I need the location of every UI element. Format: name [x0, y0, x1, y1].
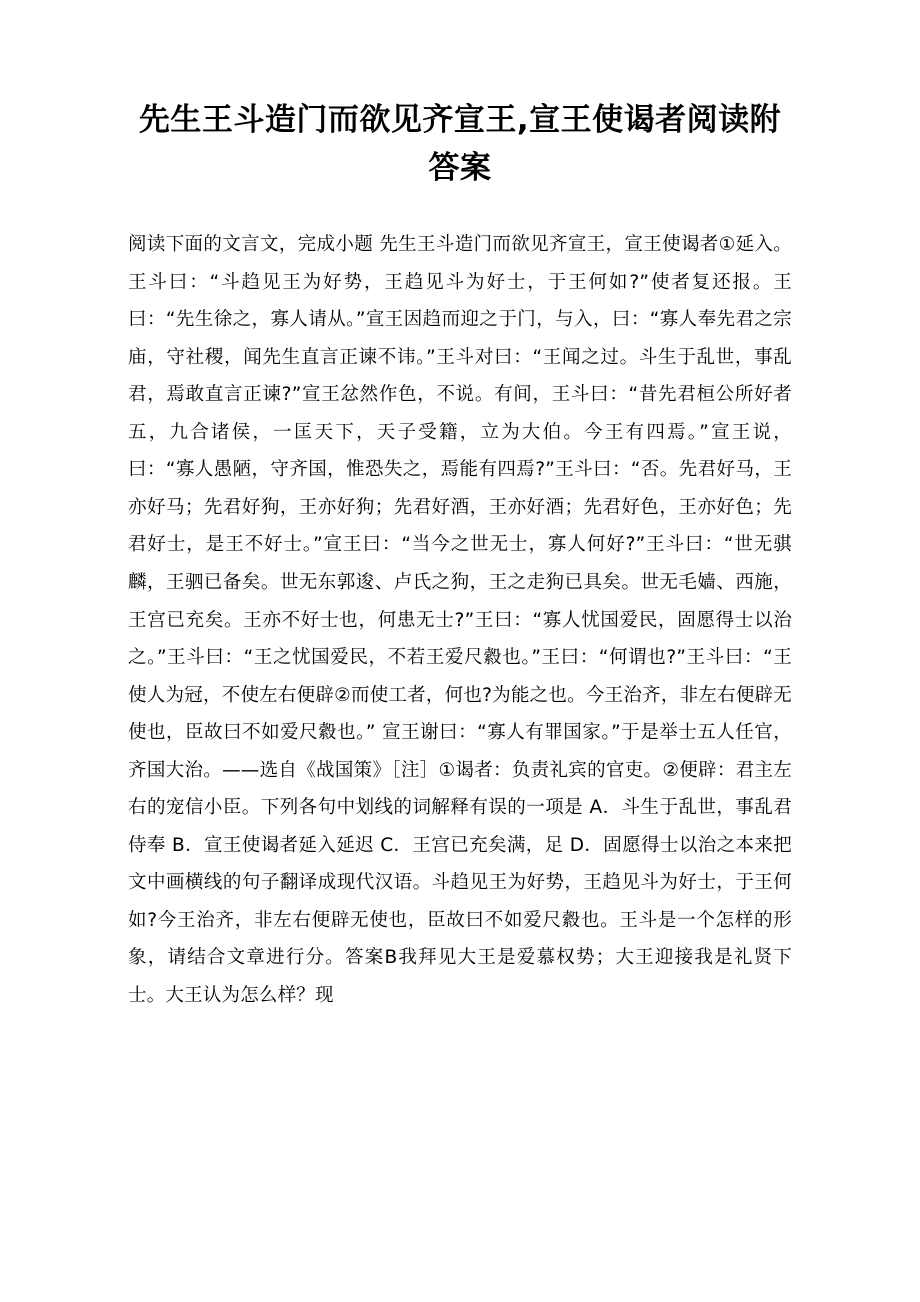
page-title: 先生王斗造门而欲见齐宣王,宣王使谒者阅读附答案 [138, 102, 782, 187]
document-body-text: 阅读下面的文言文，完成小题 先生王斗造门而欲见齐宣王，宣王使谒者①延入。王斗曰：“斗趋见王为好势，王趋见斗为好士，于王何如?”使者复还报。王曰：“先生徐之，寡人请从。”宣王因趋而迎之于门，与入，曰：“寡人奉先君之宗庙，守社稷，闻先生直言正谏不讳。”王斗对曰：“王闻之过。斗生于乱世，事乱君，焉敢直言正谏?”宣王忿然作色，不说。有间，王斗曰：“昔先君桓公所好者五，九合诸侯，一匡天下，天子受籍，立为大伯。今王有四焉。”宣王说，曰：“寡人愚陋，守齐国，惟恐失之，焉能有四焉?”王斗曰：“否。先君好马，王亦好马；先君好狗，王亦好狗；先君好酒，王亦好酒；先君好色，王亦好色；先君好士，是王不好士。”宣王曰：“当今之世无士，寡人何好?”王斗曰：“世无骐麟，王驷已备矣。世无东郭逡、卢氏之狗，王之走狗已具矣。世无毛嫱、西施，王宫已充矣。王亦不好士也，何患无士?”王曰：“寡人忧国爱民，固愿得士以治之。”王斗曰：“王之忧国爱民，不若王爱尺縠也。”王曰：“何谓也?”王斗曰：“王使人为冠，不使左右便辟②而使工者，何也?为能之也。今王治齐，非左右便辟无使也，臣故曰不如爱尺縠也。” 宣王谢曰：“寡人有罪国家。”于是举士五人任官，齐国大治。——选自《战国策》［注］①谒者：负责礼宾的官吏。②便辟：君主左右的宠信小臣。下列各句中划线的词解释有误的一项是 A．斗生于乱世，事乱君侍奉 B．宣王使谒者延入延迟 C．王宫已充矣满，足 D．固愿得士以治之本来把文中画横线的句子翻译成现代汉语。斗趋见王为好势，王趋见斗为好士，于王何如?今王治齐，非左右便辟无使也，臣故曰不如爱尺縠也。王斗是一个怎样的形象，请结合文章进行分。答案B我拜见大王是爱慕权势；大王迎接我是礼贤下士。大王认为怎么样？现 [128, 234, 792, 1007]
